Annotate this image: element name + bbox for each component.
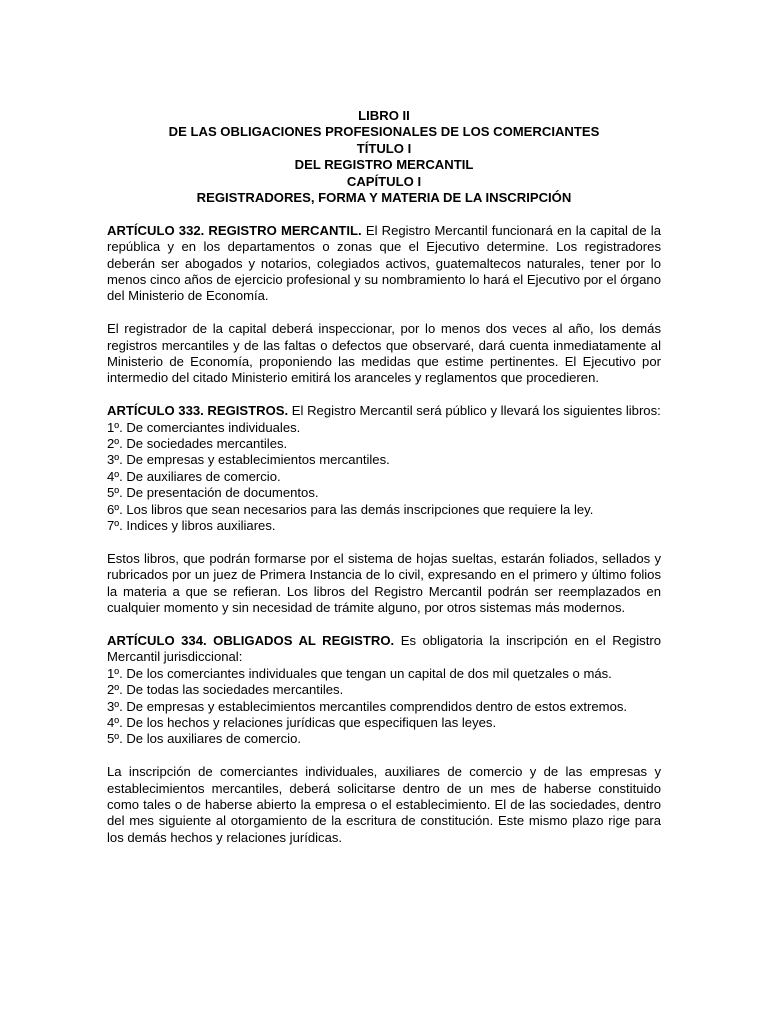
- heading-capitulo: CAPÍTULO I: [346, 173, 422, 189]
- list-item: 1º. De comerciantes individuales.: [107, 419, 301, 435]
- list-item: 7º. Indices y libros auxiliares.: [107, 518, 276, 534]
- document-page: [107, 108, 661, 846]
- list-item: 5º. De presentación de documentos.: [107, 485, 319, 501]
- article-334-text: Es obligatoria la inscripción en el Registro Mercantil jurisdiccional:: [107, 632, 661, 665]
- article-332-text: El Registro Mercantil funcionará en la capital de la república y en los departamentos o zonas que el Ejecutivo determine. Los registradores deberán ser abogados y notarios, colegiados activos, guatemaltecos naturales, tener por lo menos cinco años de ejercicio profesional y su nombramiento lo hará el Ejecutivo por el órgano del Ministerio de Economía.: [107, 222, 661, 304]
- article-332-paragraph: [107, 223, 661, 305]
- list-item: 2º. De todas las sociedades mercantiles.: [107, 682, 344, 698]
- article-333-title: ARTÍCULO 333. REGISTROS.: [107, 403, 289, 419]
- article-332-paragraph-2: El registrador de la capital deberá inspeccionar, por lo menos dos veces al año, los demás registros mercantiles y de las faltas o defectos que observaré, dará cuenta inmediatamente al Ministerio de Economía, proponiendo las medidas que estime pertinentes. El Ejecutivo por intermedio del citado Ministerio emitirá los aranceles y reglamentos que procedieren.: [107, 321, 661, 386]
- list-item: 5º. De los auxiliares de comercio.: [107, 731, 301, 747]
- article-334-list: [107, 666, 661, 748]
- heading-libro: LIBRO II: [358, 108, 410, 123]
- heading-capitulo-name: REGISTRADORES, FORMA Y MATERIA DE LA INSCRIPCIÓN: [196, 190, 572, 206]
- article-333-list: [107, 420, 661, 535]
- article-334-paragraph: [107, 633, 661, 666]
- list-item: 3º. De empresas y establecimientos mercantiles.: [107, 452, 390, 468]
- article-332-title: ARTÍCULO 332. REGISTRO MERCANTIL.: [107, 222, 362, 238]
- list-item: 1º. De los comerciantes individuales que tengan un capital de dos mil quetzales o más.: [107, 665, 612, 681]
- document-heading: [107, 108, 661, 206]
- article-333-paragraph: [107, 403, 661, 419]
- article-333-paragraph-2: Estos libros, que podrán formarse por el sistema de hojas sueltas, estarán foliados, sellados y rubricados por un juez de Primera Instancia de lo civil, expresando en el primero y último folios la materia a que se refieran. Los libros del Registro Mercantil podrán ser reemplazados en cualquier momento y sin necesidad de trámite alguno, por otros sistemas más modernos.: [107, 550, 661, 616]
- heading-titulo: TÍTULO I: [356, 140, 412, 156]
- list-item: 6º. Los libros que sean necesarios para las demás inscripciones que requiere la ley.: [107, 501, 594, 517]
- article-334-paragraph-2: La inscripción de comerciantes individuales, auxiliares de comercio y de las empresas y establecimientos mercantiles, deberá solicitarse dentro de un mes de haberse constituido como tales o de haberse abierto la empresa o el establecimiento. El de las sociedades, dentro del mes siguiente al otorgamiento de la escritura de constitución. Este mismo plazo rige para los demás hechos y relaciones jurídicas.: [107, 764, 661, 845]
- article-334-title: ARTÍCULO 334. OBLIGADOS AL REGISTRO.: [107, 632, 395, 648]
- article-333-text: El Registro Mercantil será público y llevará los siguientes libros:: [288, 403, 661, 419]
- list-item: 3º. De empresas y establecimientos mercantiles comprendidos dentro de estos extremos.: [107, 698, 628, 714]
- heading-titulo-name: DEL REGISTRO MERCANTIL: [294, 157, 474, 173]
- list-item: 2º. De sociedades mercantiles.: [107, 436, 288, 452]
- list-item: 4º. De auxiliares de comercio.: [107, 468, 281, 484]
- list-item: 4º. De los hechos y relaciones jurídicas que especifiquen las leyes.: [107, 714, 497, 730]
- heading-libro-title: DE LAS OBLIGACIONES PROFESIONALES DE LOS COMERCIANTES: [168, 124, 600, 140]
